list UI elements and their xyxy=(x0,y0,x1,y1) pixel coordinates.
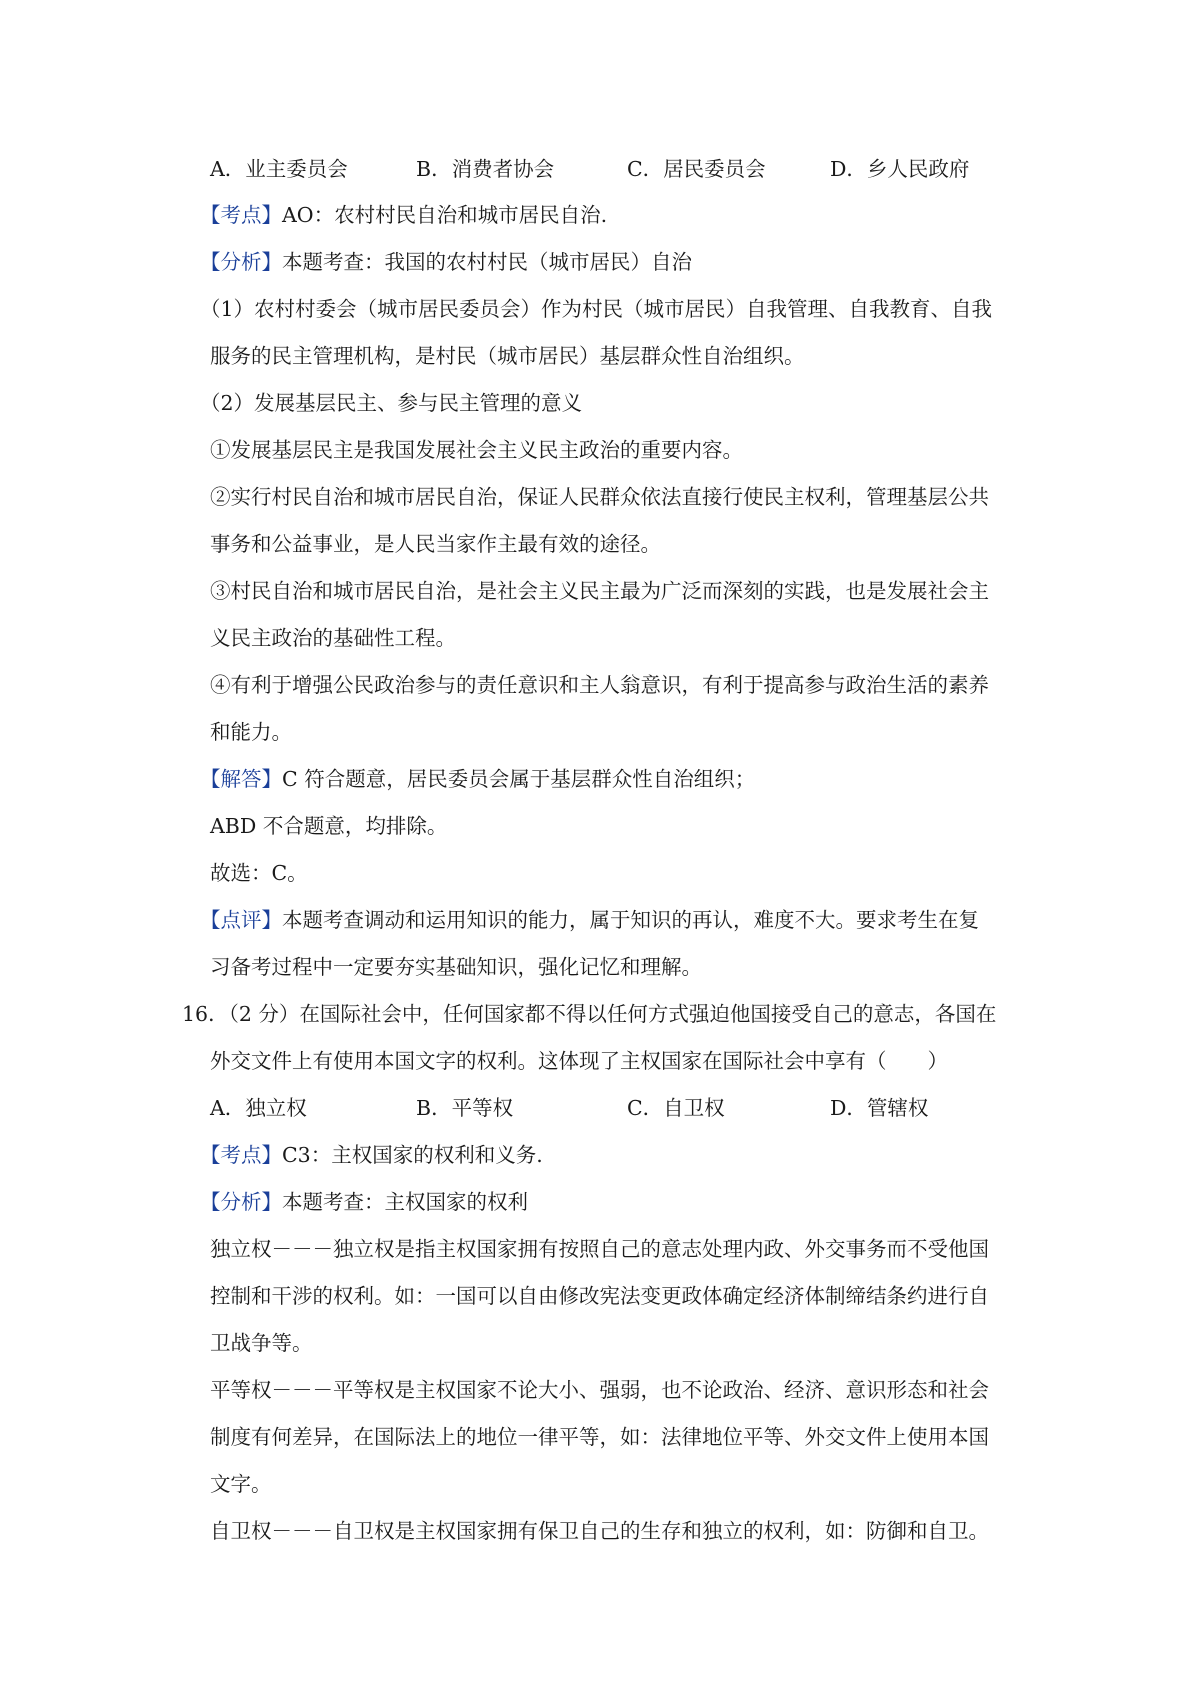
kaodian-text: C3：主权国家的权利和义务. xyxy=(282,1143,543,1167)
q15-body-line: 服务的民主管理机构，是村民（城市居民）基层群众性自治组织。 xyxy=(210,344,805,368)
q15-jieda-line: ABD 不合题意，均排除。 xyxy=(210,814,448,838)
q15-jieda xyxy=(200,764,755,794)
kaodian-tag: 【考点】 xyxy=(200,203,282,227)
dianping-text: 本题考查调动和运用知识的能力，属于知识的再认，难度不大。要求考生在复 xyxy=(282,908,979,932)
q15-dianping-line: 习备考过程中一定要夯实基础知识，强化记忆和理解。 xyxy=(210,955,702,979)
q16-option-d: D．管辖权 xyxy=(830,1096,929,1120)
kaodian-text: AO：农村村民自治和城市居民自治. xyxy=(282,203,608,227)
dianping-tag: 【点评】 xyxy=(200,908,282,932)
jieda-text: C 符合题意，居民委员会属于基层群众性自治组织； xyxy=(282,767,756,791)
fenxi-tag: 【分析】 xyxy=(200,1190,282,1214)
q16-fenxi xyxy=(200,1187,528,1217)
q15-jieda-line: 故选：C。 xyxy=(210,861,308,885)
q16-stem-line: 16．（2 分）在国际社会中，任何国家都不得以任何方式强迫他国接受自己的意志，各国在 xyxy=(182,1002,997,1026)
q15-body-line: 义民主政治的基础性工程。 xyxy=(210,626,456,650)
q15-body-line: 和能力。 xyxy=(210,720,292,744)
q15-body-line: （1）农村村委会（城市居民委员会）作为村民（城市居民）自我管理、自我教育、自我 xyxy=(200,297,993,321)
q16-stem-line: 外交文件上有使用本国文字的权利。这体现了主权国家在国际社会中享有（ ） xyxy=(210,1049,948,1073)
q16-body-line: 文字。 xyxy=(210,1472,272,1496)
fenxi-text: 本题考查：主权国家的权利 xyxy=(282,1190,528,1214)
fenxi-tag: 【分析】 xyxy=(200,250,282,274)
kaodian-tag: 【考点】 xyxy=(200,1143,282,1167)
q15-dianping xyxy=(200,905,979,935)
q16-body-line: 平等权－－－平等权是主权国家不论大小、强弱，也不论政治、经济、意识形态和社会 xyxy=(210,1378,989,1402)
q15-body-line: ①发展基层民主是我国发展社会主义民主政治的重要内容。 xyxy=(210,438,743,462)
q15-fenxi xyxy=(200,247,692,277)
q15-body-line: （2）发展基层民主、参与民主管理的意义 xyxy=(200,391,583,415)
q15-kaodian xyxy=(200,200,607,230)
q16-option-a: A．独立权 xyxy=(210,1096,307,1120)
q16-body-line: 卫战争等。 xyxy=(210,1331,313,1355)
q16-option-c: C．自卫权 xyxy=(627,1096,725,1120)
q16-body-line: 制度有何差异，在国际法上的地位一律平等，如：法律地位平等、外交文件上使用本国 xyxy=(210,1425,989,1449)
q16-option-b: B．平等权 xyxy=(416,1096,514,1120)
q16-body-line: 控制和干涉的权利。如：一国可以自由修改宪法变更政体确定经济体制缔结条约进行自 xyxy=(210,1284,989,1308)
q15-option-b: B．消费者协会 xyxy=(416,157,555,181)
q15-body-line: ③村民自治和城市居民自治，是社会主义民主最为广泛而深刻的实践，也是发展社会主 xyxy=(210,579,989,603)
q15-option-d: D．乡人民政府 xyxy=(830,157,970,181)
q15-body-line: ④有利于增强公民政治参与的责任意识和主人翁意识，有利于提高参与政治生活的素养 xyxy=(210,673,989,697)
q15-body-line: 事务和公益事业，是人民当家作主最有效的途径。 xyxy=(210,532,661,556)
fenxi-text: 本题考查：我国的农村村民（城市居民）自治 xyxy=(282,250,692,274)
jieda-tag: 【解答】 xyxy=(200,767,282,791)
q15-option-a: A．业主委员会 xyxy=(210,157,348,181)
q15-body-line: ②实行村民自治和城市居民自治，保证人民群众依法直接行使民主权利，管理基层公共 xyxy=(210,485,989,509)
q16-body-line: 独立权－－－独立权是指主权国家拥有按照自己的意志处理内政、外交事务而不受他国 xyxy=(210,1237,989,1261)
q15-option-c: C．居民委员会 xyxy=(627,157,766,181)
q16-kaodian xyxy=(200,1140,543,1170)
q16-body-line: 自卫权－－－自卫权是主权国家拥有保卫自己的生存和独立的权利，如：防御和自卫。 xyxy=(210,1519,989,1543)
